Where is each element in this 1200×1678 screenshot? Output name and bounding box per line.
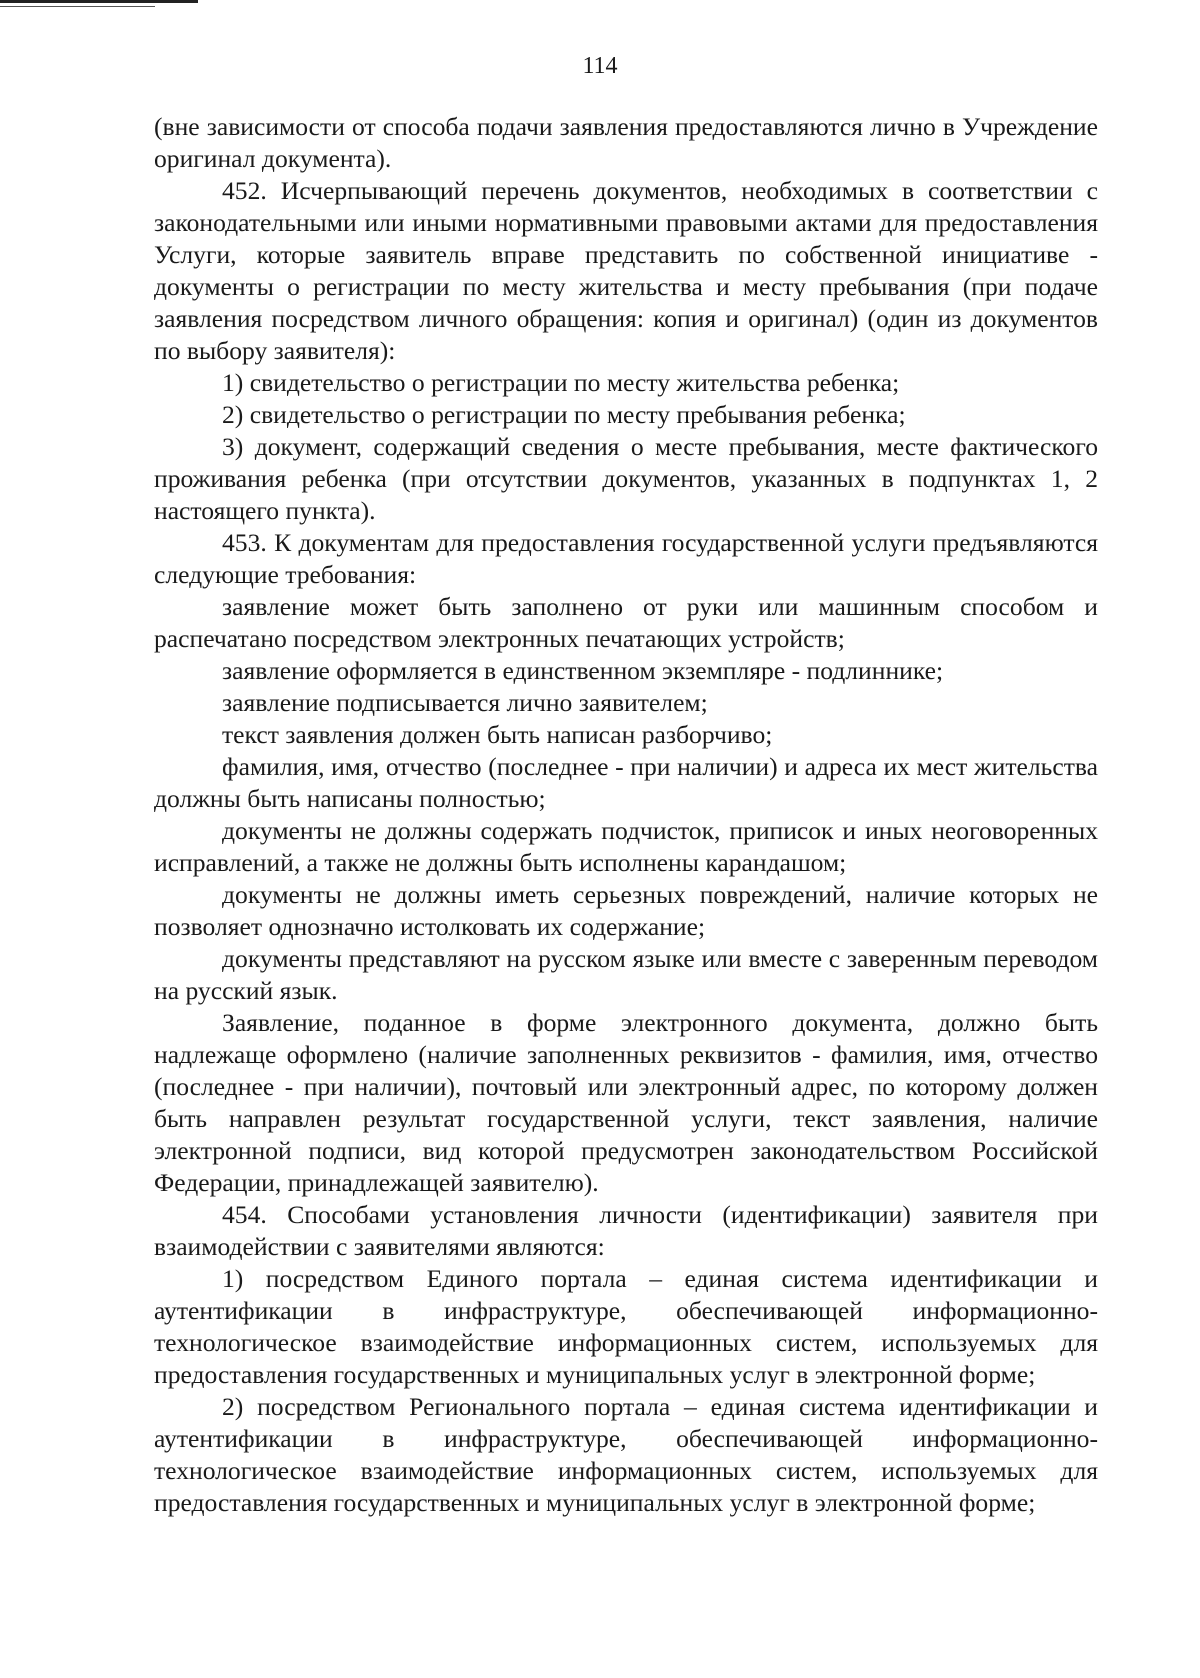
paragraph: документы не должны содержать подчисток, приписок и иных неоговоренных исправлений, а также не должны быть исполнены карандашом; (154, 816, 1098, 877)
paragraph: 2) посредством Регионального портала – единая система идентификации и аутентификации в инфраструктуре, обеспечивающей информационно-технологическое взаимодействие информационных систем, используемых для предоставления государственных и муниципальных услуг в электронной форме; (154, 1392, 1098, 1517)
paragraph: (вне зависимости от способа подачи заявления предоставляются лично в Учреждение оригинал документа). (154, 112, 1098, 173)
document-body (154, 111, 1098, 1519)
paragraph: фамилия, имя, отчество (последнее - при наличии) и адреса их мест жительства должны быть написаны полностью; (154, 752, 1098, 813)
paragraph: документы не должны иметь серьезных повреждений, наличие которых не позволяет однозначно истолковать их содержание; (154, 880, 1098, 941)
paragraph: заявление оформляется в единственном экземпляре - подлиннике; (222, 656, 944, 685)
paragraph: 1) посредством Единого портала – единая система идентификации и аутентификации в инфраструктуре, обеспечивающей информационно-технологическое взаимодействие информационных систем, используемых для предоставления государственных и муниципальных услуг в электронной форме; (154, 1264, 1098, 1389)
paragraph: документы представляют на русском языке или вместе с заверенным переводом на русский язык. (154, 944, 1098, 1005)
paragraph: 1) свидетельство о регистрации по месту жительства ребенка; (222, 368, 900, 397)
page-number: 114 (582, 53, 618, 79)
paragraph: 453. К документам для предоставления государственной услуги предъявляются следующие требования: (154, 528, 1098, 589)
paragraph: заявление подписывается лично заявителем; (222, 688, 708, 717)
paragraph: заявление может быть заполнено от руки или машинным способом и распечатано посредством электронных печатающих устройств; (154, 592, 1098, 653)
paragraph: текст заявления должен быть написан разборчиво; (222, 720, 773, 749)
paragraph: 3) документ, содержащий сведения о месте пребывания, месте фактического проживания ребенка (при отсутствии документов, указанных в подпунктах 1, 2 настоящего пункта). (154, 432, 1098, 525)
paragraph: 2) свидетельство о регистрации по месту пребывания ребенка; (222, 400, 906, 429)
paragraph: 452. Исчерпывающий перечень документов, необходимых в соответствии с законодательными или иными нормативными правовыми актами для предоставления Услуги, которые заявитель вправе представить по собственной инициативе - документы о регистрации по месту жительства и месту пребывания (при подаче заявления посредством личного обращения: копия и оригинал) (один из документов по выбору заявителя): (154, 176, 1098, 365)
paragraph: Заявление, поданное в форме электронного документа, должно быть надлежаще оформлено (наличие заполненных реквизитов - фамилия, имя, отчество (последнее - при наличии), почтовый или электронный адрес, по которому должен быть направлен результат государственной услуги, текст заявления, наличие электронной подписи, вид которой предусмотрен законодательством Российской Федерации, принадлежащей заявителю). (154, 1008, 1098, 1197)
paragraph: 454. Способами установления личности (идентификации) заявителя при взаимодействии с заявителями являются: (154, 1200, 1098, 1261)
top-rule-decoration (0, 0, 198, 3)
